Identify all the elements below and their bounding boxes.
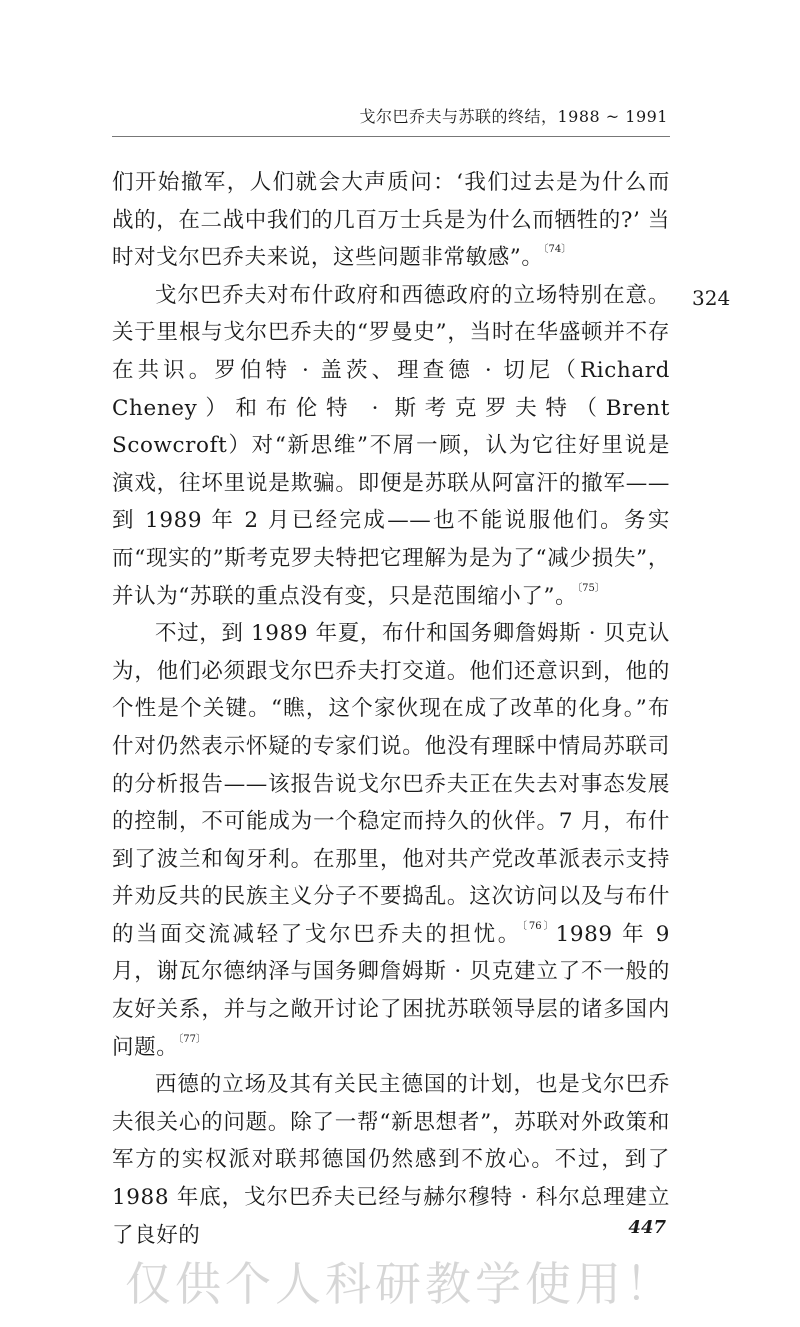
- paragraph-text: 们开始撤军，人们就会大声质问：‘我们过去是为什么而战的，在二战中我们的几百万士兵是为什么而牺牲的?’ 当时对戈尔巴乔夫来说，这些问题非常敏感”。: [112, 170, 670, 271]
- page-number: 447: [628, 1217, 666, 1238]
- original-page-number: 324: [692, 286, 731, 310]
- watermark: 仅供个人科研教学使用！: [125, 1257, 675, 1311]
- paragraph-4: [112, 1066, 670, 1254]
- header-rule: [112, 136, 670, 137]
- paragraph-2: [112, 277, 670, 615]
- body-text: [112, 164, 670, 1254]
- paragraph-1: [112, 164, 670, 277]
- paragraph-text: 戈尔巴乔夫对布什政府和西德政府的立场特别在意。关于里根与戈尔巴乔夫的“罗曼史”，当时在华盛顿并不存在共识。罗伯特 · 盖茨、理查德 · 切尼（Richard Cheney）和布伦特 · 斯考克罗夫特（Brent Scowcroft）对“新思维”不屑一顾，认为它往好里说是演戏，往坏里说是欺骗。即便是苏联从阿富汗的撤军——到 1989 年 2 月已经完成——也不能说服他们。务实而“现实的”斯考克罗夫特把它理解为是为了“减少损失”，并认为“苏联的重点没有变，只是范围缩小了”。: [112, 282, 670, 609]
- running-header: 戈尔巴乔夫与苏联的终结，1988 ~ 1991: [359, 107, 668, 126]
- footnote-ref-75[interactable]: 〔75〕: [577, 582, 605, 594]
- paragraph-text: 西德的立场及其有关民主德国的计划，也是戈尔巴乔夫很关心的问题。除了一帮“新思想者”，苏联对外政策和军方的实权派对联邦德国仍然感到不放心。不过，到了 1988 年底，戈尔巴乔夫已经与赫尔穆特 · 科尔总理建立了良好的: [112, 1072, 670, 1248]
- footnote-ref-76[interactable]: 〔76〕: [521, 920, 556, 932]
- paragraph-3: [112, 615, 670, 1066]
- footnote-ref-77[interactable]: 〔77〕: [178, 1033, 207, 1045]
- footnote-ref-74[interactable]: 〔74〕: [543, 244, 572, 256]
- paragraph-text: 1989 年 9 月，谢瓦尔德纳泽与国务卿詹姆斯 · 贝克建立了不一般的友好关系，并与之敞开讨论了困扰苏联领导层的诸多国内问题。: [112, 921, 670, 1060]
- paragraph-text: 不过，到 1989 年夏，布什和国务卿詹姆斯 · 贝克认为，他们必须跟戈尔巴乔夫打交道。他们还意识到，他的个性是个关键。“瞧，这个家伙现在成了改革的化身。”布什对仍然表示怀疑的专家们说。他没有理睬中情局苏联司的分析报告——该报告说戈尔巴乔夫正在失去对事态发展的控制，不可能成为一个稳定而持久的伙伴。7 月，布什到了波兰和匈牙利。在那里，他对共产党改革派表示支持并劝反共的民族主义分子不要捣乱。这次访问以及与布什的当面交流减轻了戈尔巴乔夫的担忧。: [112, 621, 670, 947]
